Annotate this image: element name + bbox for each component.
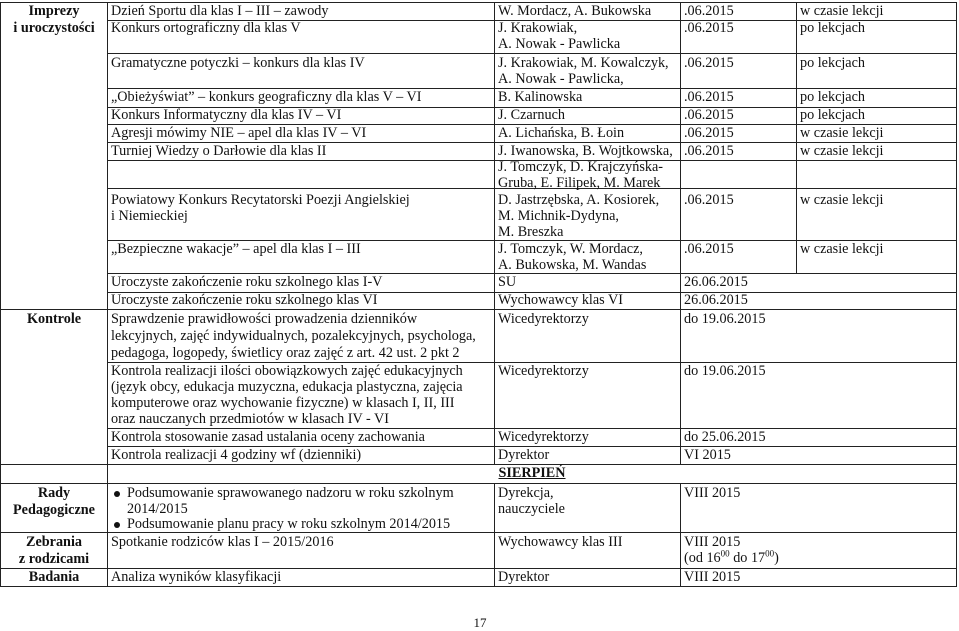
- time-cell: w czasie lekcji: [800, 3, 884, 19]
- time-cell: po lekcjach: [800, 89, 865, 105]
- event-cell: Spotkanie rodziców klas I – 2015/2016: [111, 534, 334, 550]
- event-cell: Sprawdzenie prawidłowości prowadzenia dzienników: [111, 311, 418, 327]
- page-number: 17: [473, 615, 487, 630]
- event-cell: pedagoga, logopedy, świetlicy oraz zajęć z art. 42 ust. 2 pkt 2: [111, 345, 460, 361]
- persons-cell: Dyrektor: [498, 569, 550, 585]
- date-cell: .06.2015: [684, 20, 734, 36]
- date-cell: .06.2015: [684, 143, 734, 159]
- persons-cell: Wicedyrektorzy: [498, 311, 589, 327]
- category-badania: Badania: [28, 569, 80, 585]
- time-mid: do 17: [729, 550, 766, 566]
- date-cell: .06.2015: [684, 55, 734, 71]
- persons-cell: M. Breszka: [498, 224, 564, 240]
- persons-cell: A. Lichańska, B. Łoin: [498, 125, 625, 141]
- category-kontrole: Kontrole: [26, 311, 82, 327]
- event-cell: Analiza wyników klasyfikacji: [111, 569, 282, 585]
- persons-cell: Dyrektor: [498, 447, 550, 463]
- category-rady-line1: Rady: [37, 485, 71, 501]
- event-cell: „Bezpieczne wakacje” – apel dla klas I – III: [111, 241, 361, 257]
- event-cell: Powiatowy Konkurs Recytatorski Poezji Angielskiej: [111, 192, 410, 208]
- time-cell: w czasie lekcji: [800, 192, 884, 208]
- date-cell: .06.2015: [684, 107, 734, 123]
- persons-cell: Wicedyrektorzy: [498, 429, 589, 445]
- category-imprezy-line1: Imprezy: [28, 3, 80, 19]
- event-cell: (język obcy, edukacja muzyczna, edukacja plastyczna, zajęcia: [111, 379, 463, 395]
- event-cell: Uroczyste zakończenie roku szkolnego klas VI: [111, 292, 378, 308]
- category-rady: [1, 485, 107, 519]
- event-cell: lekcyjnych, zajęć indywidualnych, pozalekcyjnych, psychologa,: [111, 328, 476, 344]
- persons-cell: Gruba, E. Filipek, M. Marek: [498, 175, 661, 191]
- category-imprezy: [1, 3, 107, 37]
- date-cell: .06.2015: [684, 125, 734, 141]
- event-cell: Podsumowanie sprawowanego nadzoru w roku szkolnym: [127, 485, 454, 501]
- time-superscript: 00: [720, 548, 730, 559]
- event-cell: „Obieżyświat” – konkurs geograficzny dla klas V – VI: [111, 89, 422, 105]
- persons-cell: nauczyciele: [498, 501, 565, 517]
- event-cell: Kontrola realizacji ilości obowiązkowych zajęć edukacyjnych: [111, 363, 463, 379]
- date-cell: do 19.06.2015: [684, 311, 766, 327]
- date-cell: VI 2015: [684, 447, 731, 463]
- date-cell: .06.2015: [684, 241, 734, 257]
- persons-cell: W. Mordacz, A. Bukowska: [498, 3, 652, 19]
- event-cell: Dzień Sportu dla klas I – III – zawody: [111, 3, 329, 19]
- category-rady-line2: Pedagogiczne: [13, 502, 95, 518]
- date-cell: VIII 2015: [684, 485, 741, 501]
- persons-cell: J. Krakowiak, M. Kowalczyk,: [498, 55, 669, 71]
- category-imprezy-line2: i uroczystości: [13, 20, 95, 36]
- date-cell: .06.2015: [684, 192, 734, 208]
- time-suffix: ): [774, 550, 779, 566]
- date-cell: VIII 2015: [684, 569, 741, 585]
- bullet-icon: [114, 522, 120, 528]
- event-cell: Podsumowanie planu pracy w roku szkolnym 2014/2015: [127, 516, 451, 532]
- persons-cell: J. Iwanowska, B. Wojtkowska,: [498, 143, 673, 159]
- persons-cell: Wychowawcy klas VI: [498, 292, 623, 308]
- date-cell: VIII 2015: [684, 534, 741, 550]
- time-cell: w czasie lekcji: [800, 125, 884, 141]
- date-cell: do 19.06.2015: [684, 363, 766, 379]
- persons-cell: M. Michnik-Dydyna,: [498, 208, 619, 224]
- time-cell: w czasie lekcji: [800, 241, 884, 257]
- persons-cell: J. Tomczyk, D. Krajczyńska-: [498, 159, 664, 175]
- date-cell: do 25.06.2015: [684, 429, 766, 445]
- event-cell: 2014/2015: [127, 501, 188, 517]
- event-cell: Konkurs Informatyczny dla klas IV – VI: [111, 107, 342, 123]
- event-cell: Turniej Wiedzy o Darłowie dla klas II: [111, 143, 327, 159]
- time-cell: po lekcjach: [800, 55, 865, 71]
- event-cell: Kontrola stosowanie zasad ustalania oceny zachowania: [111, 429, 425, 445]
- event-cell: Gramatyczne potyczki – konkurs dla klas IV: [111, 55, 365, 71]
- event-cell: oraz nauczanych przedmiotów w klasach IV - VI: [111, 411, 389, 427]
- event-cell: Agresji mówimy NIE – apel dla klas IV – VI: [111, 125, 367, 141]
- persons-cell: Dyrekcja,: [498, 485, 554, 501]
- persons-cell: Wychowawcy klas III: [498, 534, 623, 550]
- date-cell: 26.06.2015: [684, 292, 748, 308]
- persons-cell: J. Tomczyk, W. Mordacz,: [498, 241, 643, 257]
- time-cell: w czasie lekcji: [800, 143, 884, 159]
- persons-cell: B. Kalinowska: [498, 89, 583, 105]
- event-cell: Kontrola realizacji 4 godziny wf (dzienniki): [111, 447, 362, 463]
- event-cell: Uroczyste zakończenie roku szkolnego klas I-V: [111, 274, 383, 290]
- date-cell: 26.06.2015: [684, 274, 748, 290]
- time-cell: po lekcjach: [800, 107, 865, 123]
- time-superscript: 00: [765, 548, 775, 559]
- time-cell: po lekcjach: [800, 20, 865, 36]
- persons-cell: SU: [498, 274, 517, 290]
- date-cell: .06.2015: [684, 89, 734, 105]
- event-cell: Konkurs ortograficzny dla klas V: [111, 20, 301, 36]
- time-cell: [684, 550, 779, 567]
- category-zebrania-line1: Zebrania: [26, 534, 82, 550]
- time-prefix: (od 16: [684, 550, 721, 566]
- persons-cell: A. Nowak - Pawlicka,: [498, 71, 624, 87]
- event-cell: i Niemieckiej: [111, 208, 188, 224]
- persons-cell: Wicedyrektorzy: [498, 363, 589, 379]
- category-zebrania-line2: z rodzicami: [18, 551, 90, 567]
- persons-cell: A. Nowak - Pawlicka: [498, 36, 621, 52]
- persons-cell: A. Bukowska, M. Wandas: [498, 257, 647, 273]
- category-zebrania: [1, 534, 107, 568]
- persons-cell: J. Czarnuch: [498, 107, 565, 123]
- event-cell: komputerowe oraz wychowanie fizyczne) w klasach I, II, III: [111, 395, 455, 411]
- date-cell: .06.2015: [684, 3, 734, 19]
- persons-cell: J. Krakowiak,: [498, 20, 578, 36]
- bullet-icon: [114, 491, 120, 497]
- persons-cell: D. Jastrzębska, A. Kosiorek,: [498, 192, 660, 208]
- month-header: SIERPIEŃ: [498, 465, 566, 481]
